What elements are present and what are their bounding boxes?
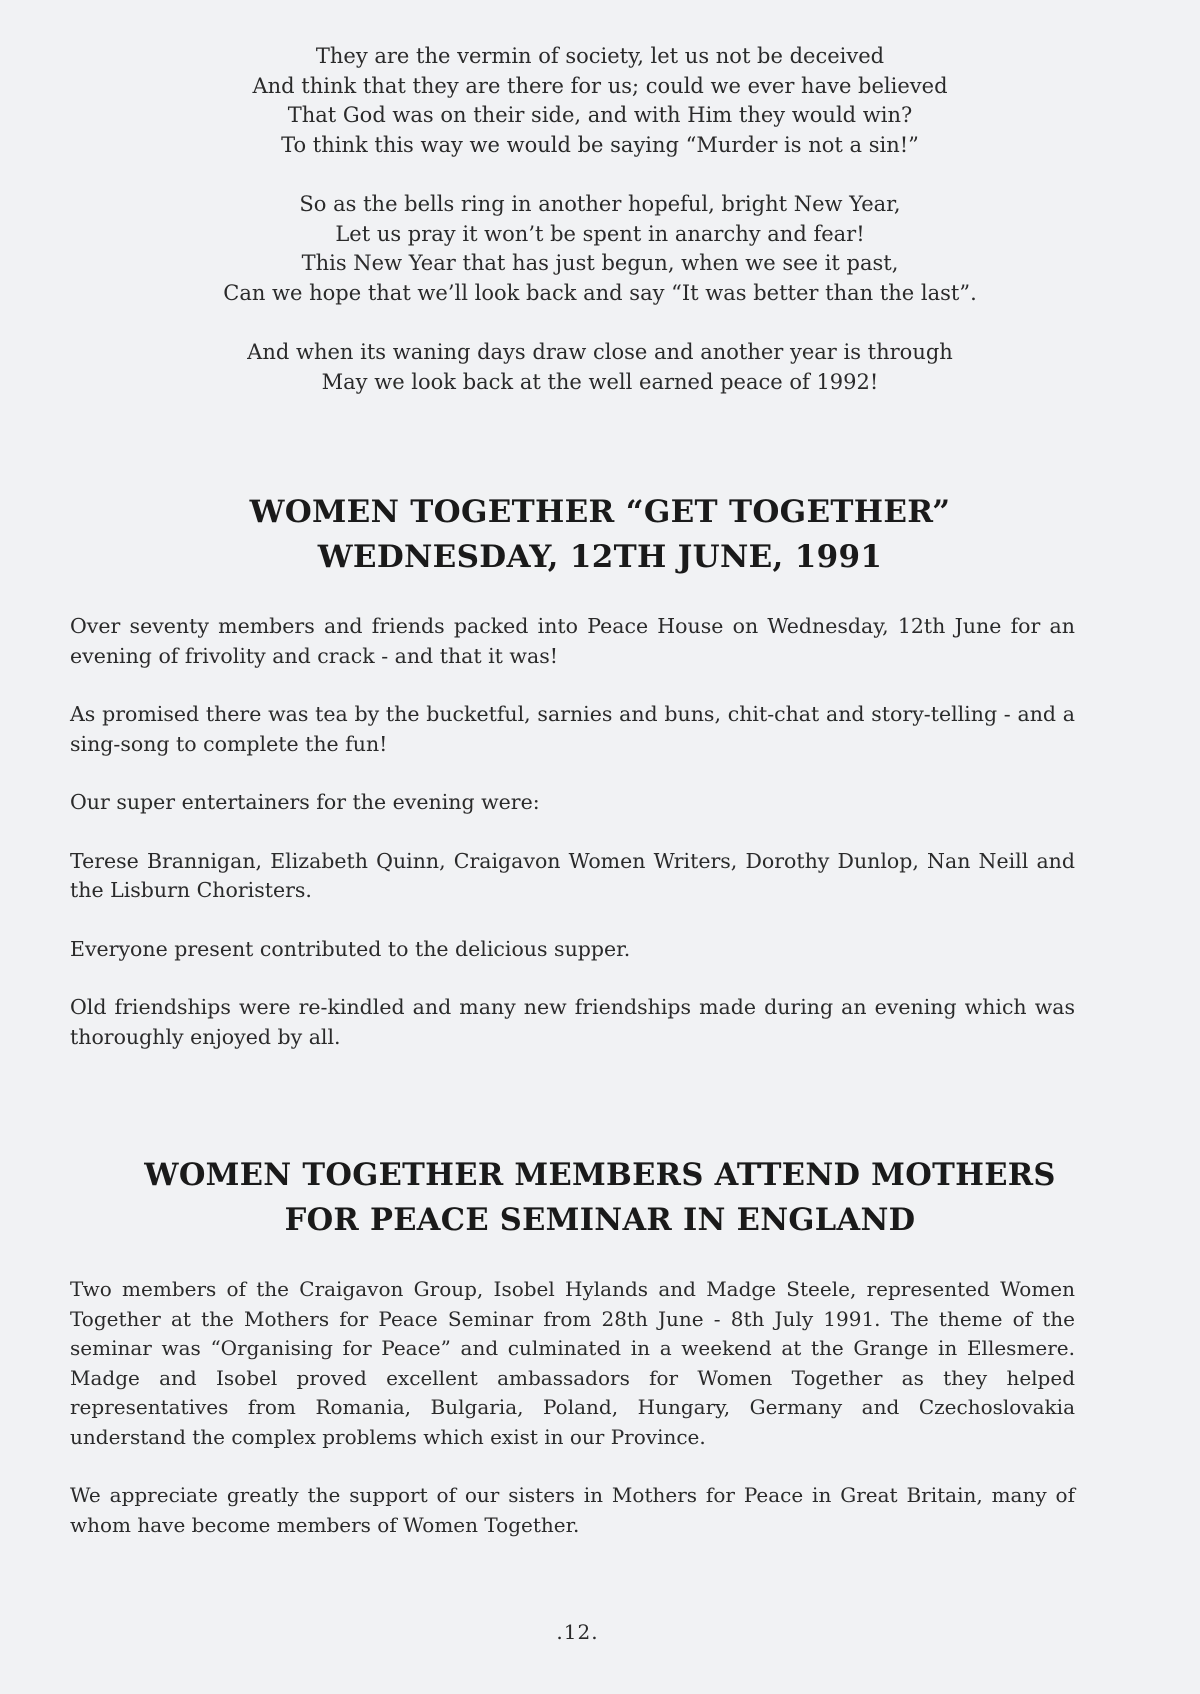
poem-stanza	[100, 42, 1100, 160]
seminar-section	[70, 1275, 1075, 1569]
heading-line: WOMEN TOGETHER “GET TOGETHER”	[249, 494, 951, 530]
paragraph: Terese Brannigan, Elizabeth Quinn, Craigavon Women Writers, Dorothy Dunlop, Nan Neill and the Lisburn Choristers.	[70, 848, 1075, 902]
paragraph: Two members of the Craigavon Group, Isobel Hylands and Madge Steele, represented Women Together at the Mothers for Peace Seminar from 28th June - 8th July 1991. The theme of the seminar was “Organising for Peace” and culminated in a weekend at the Grange in Ellesmere. Madge and Isobel proved excellent ambassadors for Women Together as they helped representatives from Romania, Bulgaria, Poland, Hungary, Germany and Czechoslovakia understand the complex problems which exist in our Province.	[70, 1277, 1075, 1449]
poem-line: Let us pray it won’t be spent in anarchy and fear!	[335, 221, 865, 246]
paragraph: As promised there was tea by the bucketful, sarnies and buns, chit-chat and story-telling - and a sing-song to complete the fun!	[70, 702, 1075, 756]
poem-line: And when its waning days draw close and another year is through	[247, 340, 953, 364]
heading-line: WOMEN TOGETHER MEMBERS ATTEND MOTHERS	[144, 1157, 1056, 1193]
poem-stanza	[100, 190, 1100, 308]
get-together-heading	[40, 490, 1160, 580]
poem-line: They are the vermin of society, let us not be deceived	[315, 44, 885, 68]
poem-line: Can we hope that we’ll look back and say “It was better than the last”.	[223, 280, 977, 305]
heading-line: WEDNESDAY, 12TH JUNE, 1991	[317, 539, 883, 575]
paragraph: Old friendships were re-kindled and many new friendships made during an evening which was thoroughly enjoyed by all.	[70, 995, 1075, 1049]
heading-line: FOR PEACE SEMINAR IN ENGLAND	[284, 1202, 916, 1238]
poem-line: May we look back at the well earned peace of 1992!	[321, 369, 879, 394]
poem-line: This New Year that has just begun, when we see it past,	[301, 251, 899, 275]
poem	[100, 42, 1100, 397]
page-number: .12.	[556, 1620, 599, 1644]
get-together-section	[70, 612, 1075, 1081]
poem-line: That God was on their side, and with Him they would win?	[287, 103, 913, 127]
poem-stanza	[100, 338, 1100, 397]
seminar-heading	[40, 1153, 1160, 1243]
poem-line: So as the bells ring in another hopeful, bright New Year,	[299, 192, 901, 216]
paragraph: Everyone present contributed to the delicious supper.	[70, 936, 631, 961]
paragraph: Over seventy members and friends packed into Peace House on Wednesday, 12th June for an evening of frivolity and crack - and that it was!	[70, 614, 1075, 668]
paragraph: Our super entertainers for the evening were:	[70, 790, 540, 814]
poem-line: To think this way we would be saying “Murder is not a sin!”	[281, 132, 919, 157]
paragraph: We appreciate greatly the support of our sisters in Mothers for Peace in Great Britain, many of whom have become members of Women Together.	[70, 1483, 1075, 1537]
poem-line: And think that they are there for us; could we ever have believed	[252, 73, 948, 98]
